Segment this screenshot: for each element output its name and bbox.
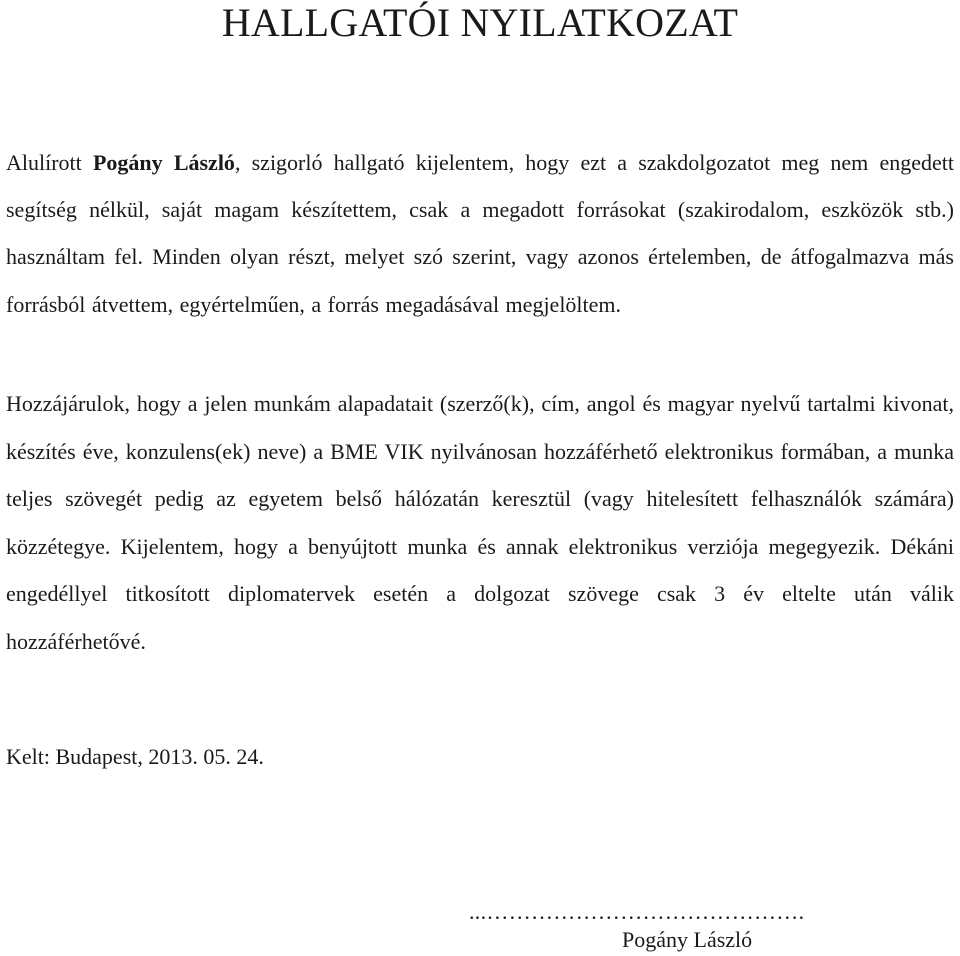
consent-paragraph: Hozzájárulok, hogy a jelen munkám alapadatait (szerző(k), cím, angol és magyar nyelvű tartalmi kivonat, készítés éve, konzulens(ek) neve) a BME VIK nyilvánosan hozzáférhető elektronikus formában, a munka teljes szövegét pedig az egyetem belső hálózatán keresztül (vagy hitelesített felhasználók számára) közzétegye. Kijelentem, hogy a benyújtott munka és annak elektronikus verziója megegyezik. Dékáni engedéllyel titkosított diplomatervek esetén a dolgozat szövege csak 3 év eltelte után válik hozzáférhetővé. [6, 391, 954, 654]
declaration-paragraph [6, 139, 954, 328]
paragraph-text-start: Alulírott [6, 150, 93, 175]
date-line: Kelt: Budapest, 2013. 05. 24. [6, 744, 264, 769]
signature-name: Pogány László [622, 927, 753, 952]
student-name: Pogány László [92, 150, 235, 175]
signature-line: ...……………………………………. [469, 899, 805, 924]
page-title: HALLGATÓI NYILATKOZAT [221, 0, 739, 45]
paragraph-text-rest: , szigorló hallgató kijelentem, hogy ezt a szakdolgozatot meg nem engedett segítség nélkül, saját magam készítettem, csak a megadott forrásokat (szakirodalom, eszközök stb.) használtam fel. Minden olyan részt, melyet szó szerint, vagy azonos értelemben, de átfogalmazva más forrásból átvettem, egyértelműen, a forrás megadásával megjelöltem. [6, 150, 954, 317]
